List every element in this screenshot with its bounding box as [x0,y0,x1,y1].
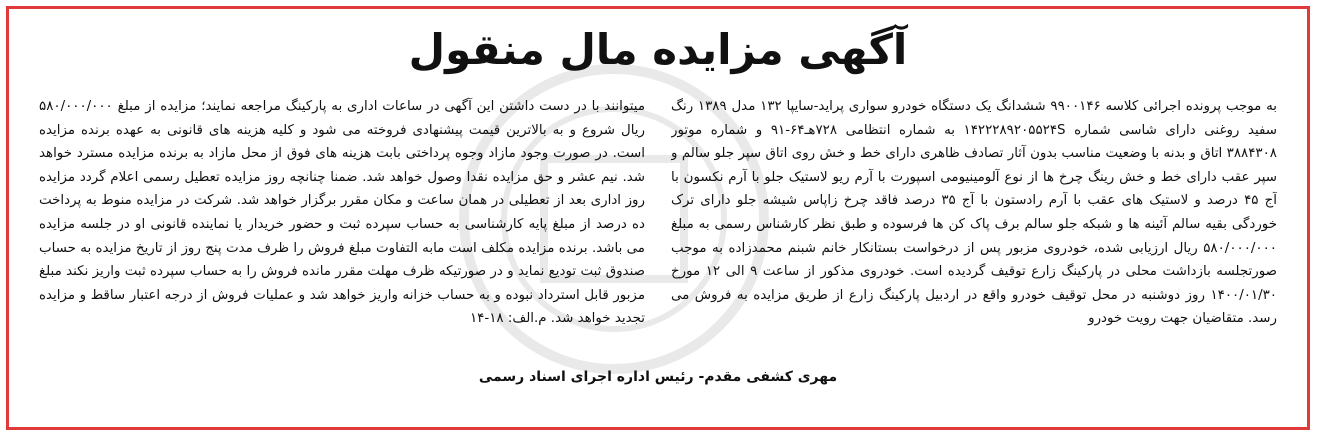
notice-frame [6,6,1310,430]
notice-title: آگهی مزایده مال منقول [408,25,908,74]
notice-body [39,95,1277,357]
notice-signature: مهری کشفی مقدم- رئیس اداره اجرای اسناد رسمی [478,369,838,385]
notice-column-right: به موجب پرونده اجرائی کلاسه ۹۹۰۰۱۴۶ ششدانگ یک دستگاه خودرو سواری پراید-سایپا ۱۳۲ مدل ۱۳۸۹ رنگ سفید روغنی دارای شاسی شماره ۱۴۲۲۲۸۹۲۰۵۵۲۴S به شماره انتظامی ۷۲۸هـ۶۴-۹۱ و شماره موتور ۳۸۸۴۳۰۸ اتاق و بدنه با وضعیت مناسب بدون آثار تصادف ظاهری دارای خط و خش روی اتاق سپر جلو سالم و سپر عقب دارای خط و خش رینگ چرخ ها از نوع آلومینیومی اسپورت با آرم ریو لاستیک جلو با آرم نکسون با آج ۴۵ درصد و لاستیک های عقب با آرم رادستون با آج ۳۵ درصد فاقد چرخ زاپاس شیشه جلو دارای ترک خوردگی بقیه سالم آئینه ها و شبکه جلو سالم برف پاک کن ها فرسوده و طبق نظر کارشناس رسمی به مبلغ ۵۸۰/۰۰۰/۰۰۰ ریال ارزیابی شده، خودروی مزبور پس از درخواست بستانکار خانم شبنم محمدزاده به موجب صورتجلسه بازداشت محلی در پارکینگ زارع توقیف گردیده است. خودروی مذکور از ساعت ۹ الی ۱۲ مورخ ۱۴۰۰/۰۱/۳۰ روز دوشنبه در محل توقیف خودرو واقع در اردبیل پارکینگ زارع از طریق مزایده به فروش می رسد. متقاضیان جهت رویت خودرو [671,99,1277,327]
notice-column-left: میتوانند با در دست داشتن این آگهی در ساعات اداری به پارکینگ مراجعه نمایند؛ مزایده از مبلغ ۵۸۰/۰۰۰/۰۰۰ ریال شروع و به بالاترین قیمت پیشنهادی فروخته می شود و کلیه هزینه های قانونی به عهده برنده مزایده است. در صورت وجود مازاد وجوه پرداختی بابت هزینه های فوق از محل مازاد به برنده مزایده مسترد خواهد شد. نیم عشر و حق مزایده نقدا وصول خواهد شد. ضمنا چنانچه روز مزایده تعطیل رسمی اعلام گردد مزایده روز اداری بعد از تعطیلی در همان ساعت و مکان مقرر برگزار خواهد شد. شرکت در مزایده منوط به پرداخت ده درصد از مبلغ پایه کارشناسی به حساب سپرده ثبت و حضور خریدار یا نماینده قانونی او در جلسه مزایده می باشد. برنده مزایده مکلف است مابه التفاوت مبلغ فروش را ظرف مدت پنج روز از تاریخ مزایده به حساب صندوق ثبت تودیع نماید و در صورتیکه ظرف مهلت مقرر مانده فروش را به حساب سپرده ثبت واریز نکند مبلغ مزبور قابل استرداد نبوده و به حساب خزانه واریز خواهد شد و عملیات فروش از درجه اعتبار ساقط و مزایده تجدید خواهد شد. م.الف: ۱۸-۱۴ [39,99,645,327]
